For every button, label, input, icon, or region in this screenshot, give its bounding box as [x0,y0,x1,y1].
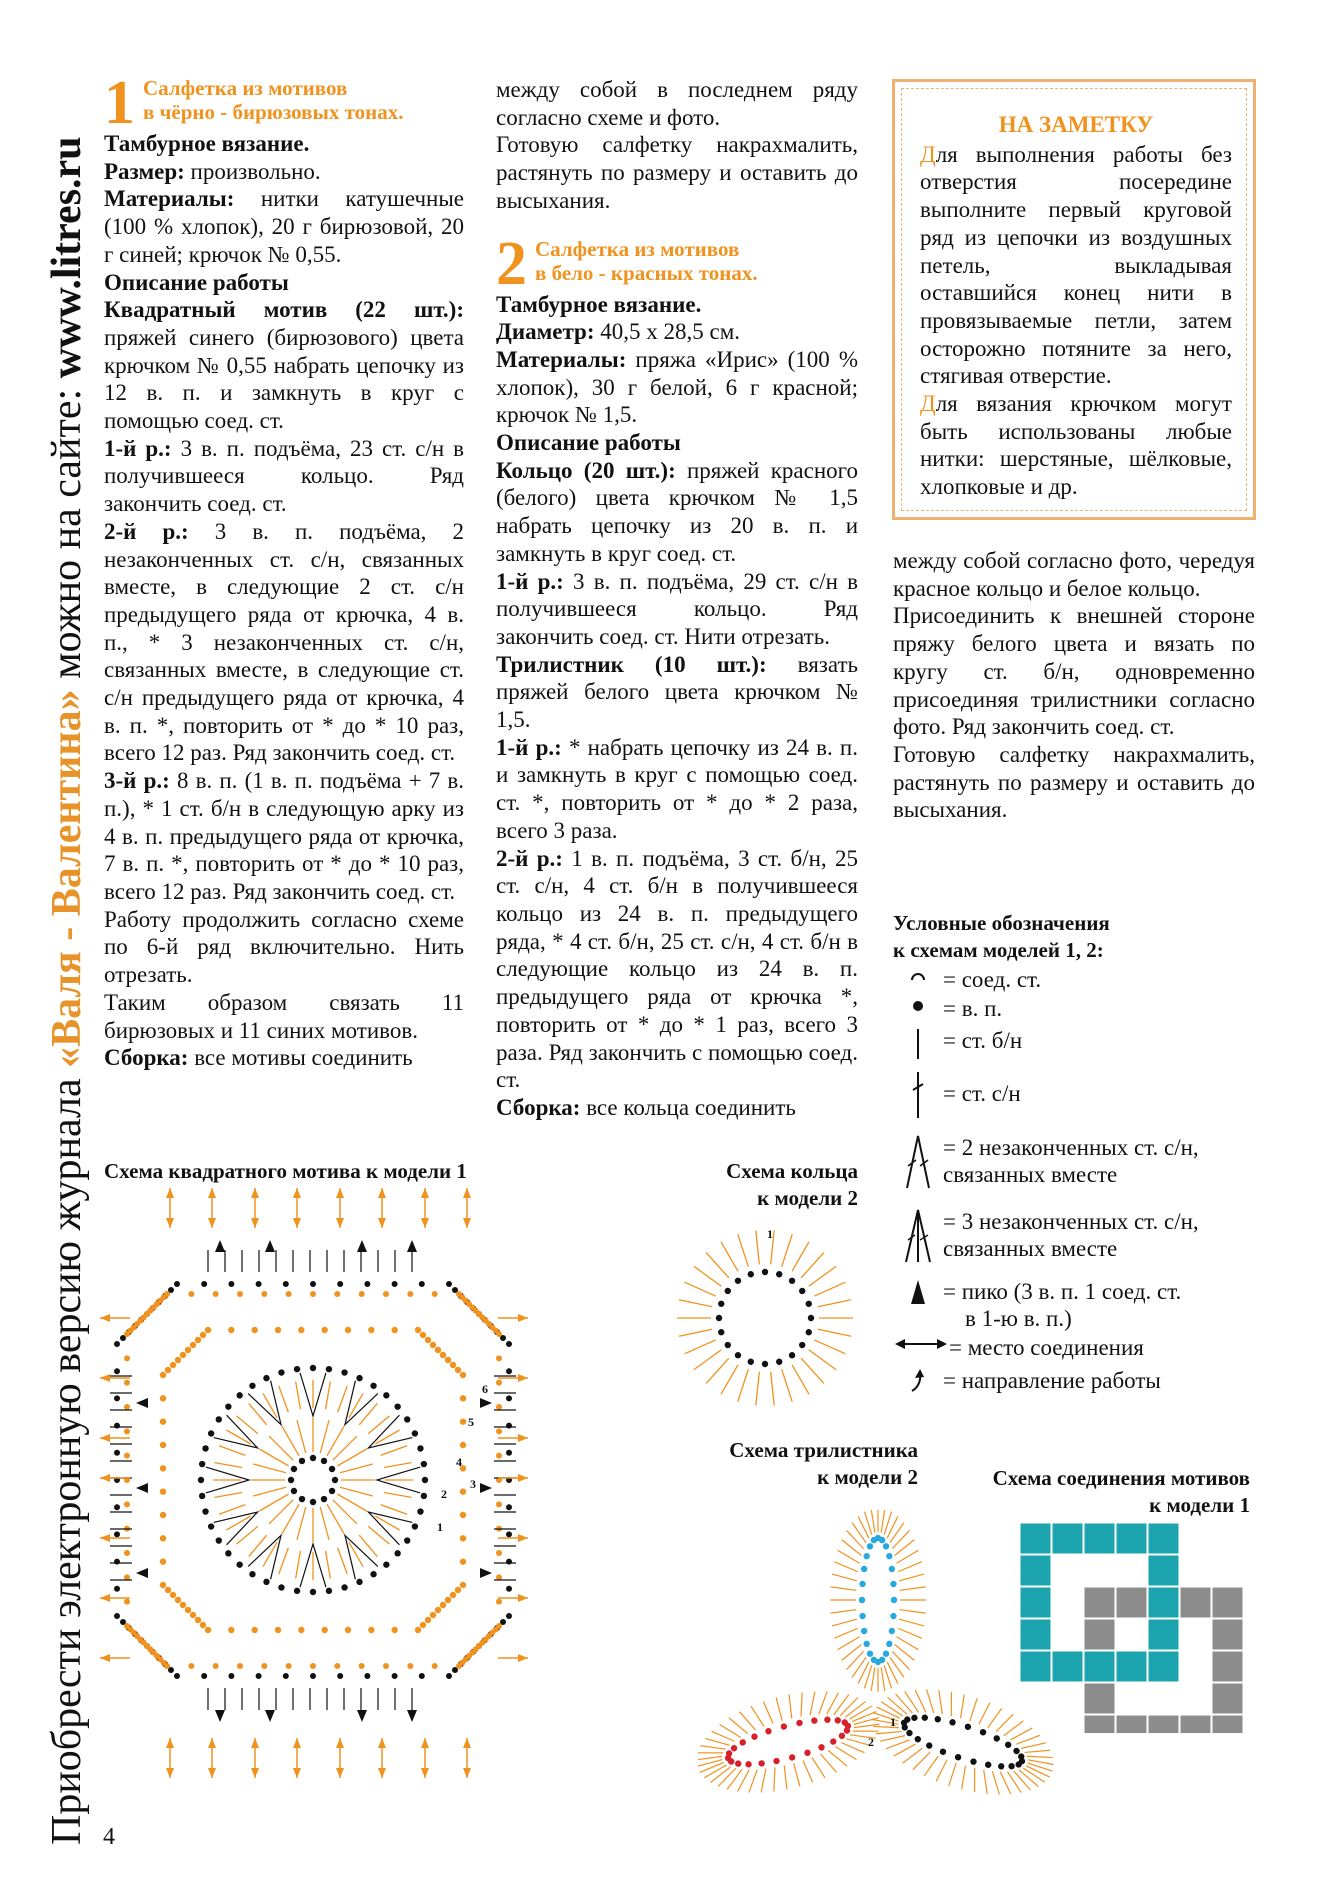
caption-ring-2: к модели 2 [757,1186,858,1210]
model2-tref-label: Трилистник (10 шт.): [496,651,767,677]
legend-item-9: = пико (3 в. п. 1 соед. ст. [943,1279,1182,1304]
model2-tref: вязать пряжей белого цвета крючком № 1,5. [496,651,859,733]
model2-diam-label: Диаметр: [496,319,595,345]
motif-outer-stitches [110,1250,516,1710]
motif-round-4 [160,1327,466,1633]
model1-motif-label: Квадратный мотив (22 шт.): [104,297,464,323]
row-number-1: 1 [437,1520,443,1534]
caption-square: Схема квадратного мотива к модели 1 [104,1159,467,1183]
model1-r1: 3 в. п. подъёма, 23 ст. с/н в получившееся кольцо. Ряд закончить соед. ст. [104,435,464,517]
note-dropcap-1: Д [920,141,936,167]
model2-ring-r1: 3 в. п. подъёма, 29 ст. с/н в получившееся кольцо. Ряд закончить соед. ст. Нити отрезать. [496,568,858,649]
model2-tref-r2-label: 2-й р.: [496,845,563,871]
row-number-6: 6 [482,1382,488,1396]
model1-r1-label: 1-й р.: [104,435,172,461]
slip-stitch-icon [893,966,943,986]
motif-round-6 [124,1291,502,1669]
page-number: 4 [103,1824,115,1850]
legend-item-7: = 3 незаконченных ст. с/н, [943,1209,1199,1234]
direction-arrow-icon [893,1367,943,1395]
legend-item-4: = ст. с/н [943,1081,1021,1106]
model2-heading [496,229,858,298]
row-number-2: 2 [441,1487,447,1501]
trefoil-petal-top [830,1510,926,1692]
motif-round-1 [251,1418,375,1542]
legend-title-2: к схемам моделей 1, 2: [893,938,1104,962]
column-3 [893,547,1255,824]
model2-tref-r1: * набрать цепочку из 24 в. п. и замкнуть в круг с помощью соед. ст. *, повторить от * до * 2 раза, всего 3 раза. [496,734,858,843]
model2-ring: пряжей красного (белого) цвета крючком № 1,5 набрать цепочку из 20 в. п. и замкнуть в круг соед. ст. [496,457,858,566]
row-number-3: 3 [470,1477,476,1491]
motif-center-ring [288,1455,338,1505]
chain-stitch-icon [893,995,943,1015]
model1-motif: пряжей синего (бирюзового) цвета крючком № 0,55 набрать цепочку из 12 в. п. и замкнуть в круг с помощью соед. ст. [104,324,464,434]
model2-tref-r2: 1 в. п. подъёма, 3 ст. б/н, 25 ст. с/н, 4 ст. б/н в получившееся кольцо из 24 в. п. предыдущего ряда, * 4 ст. б/н, 25 ст. с/н, 4 ст. б/н в следующие кольцо из 24 в. п. предыдущего ряда от крючка *, повторить от * до * 1 раз, всего 3 раза. Ряд закончить с помощью соед. ст. [496,845,858,1093]
model1-materials: нитки катушечные (100 % хлопок), 20 г бирюзовой, 20 г синей; крючок № 0,55. [104,186,464,267]
model1-title-1: Салфетка из мотивов [143,76,348,100]
column-2 [496,76,858,1122]
dc2tog-icon [893,1134,943,1190]
model1-count: Таким образом связать 11 бирюзовых и 11 синих мотивов. [104,989,464,1043]
column-1 [104,69,464,1072]
double-crochet-icon [893,1070,943,1120]
model2-assembly-cont: между собой согласно фото, чередуя красное кольцо и белое кольцо. [893,548,1255,601]
model1-assembly-label: Сборка: [104,1045,189,1071]
legend [893,910,1293,1484]
caption-trefoil-1: Схема трилистника [729,1438,918,1462]
sidebar-magazine: «Валя - Валентина» [44,689,90,1068]
legend-item-10: в 1-ю в. п.) [965,1306,1072,1331]
ring-chain [716,1269,814,1367]
model1-number: 1 [104,69,135,137]
model2-desc-label: Описание работы [496,430,681,456]
caption-trefoil [640,1437,918,1491]
caption-ring [620,1158,858,1212]
caption-ring-1: Схема кольца [726,1159,858,1183]
model2-attach: Присоединить к внешней стороне пряжу белого цвета и вязать по кругу ст. б/н, одновременно присоединяя трилистники согласно фото. Ряд закончить соед. ст. [893,603,1255,740]
model1-size: произвольно. [184,158,321,184]
legend-item-1: = соед. ст. [943,967,1042,992]
model2-diam: 40,5 х 28,5 см. [594,319,740,345]
sidebar-text-2: можно на сайте: [44,378,90,690]
model2-title-1: Салфетка из мотивов [535,236,740,261]
note-p2: ля вязания крючком могут быть использованы любые нитки: шерстяные, шёлковые, хлопковые и др. [920,391,1232,500]
caption-join-1: Схема соединения мотивов [992,1466,1250,1490]
ring-diagram [675,1218,855,1408]
model1-assembly: все мотивы соединить [188,1045,413,1071]
trefoil-diagram [698,1510,1068,1810]
model2-assembly-label: Сборка: [496,1094,581,1120]
square-motif-diagram [100,1188,530,1788]
model2-finish: Готовую салфетку накрахмалить, растянуть по размеру и оставить до высыхания. [893,741,1255,823]
model2-ring-label: Кольцо (20 шт.): [496,457,676,483]
model2-number: 2 [496,229,527,298]
model1-r3: 8 в. п. (1 в. п. подъёма + 7 в. п.), * 1 ст. б/н в следующую арку из 4 в. п. предыдущего ряда от крючка, 7 в. п. *, повторить от * до * 10 раз, всего 12 раз. Ряд закончить соед. ст. [104,768,464,904]
legend-item-12: = направление работы [943,1368,1161,1393]
motif-round-5 [114,1281,512,1679]
picot-icon [893,1278,943,1306]
model2-ring-r1-label: 1-й р.: [496,568,564,594]
caption-trefoil-2: к модели 2 [817,1465,918,1489]
vertical-sidebar-text [38,65,96,1845]
single-crochet-icon [893,1027,943,1061]
legend-item-2: = в. п. [943,996,1003,1021]
model1-title-2: в чёрно - бирюзовых тонах. [143,100,404,124]
row-number-4: 4 [456,1455,462,1469]
model2-materials-label: Материалы: [496,346,627,372]
note-box [892,79,1256,520]
caption-join-2: к модели 1 [1149,1493,1250,1517]
motif-join-arrows [100,1188,528,1778]
model1-cont: Работу продолжить согласно схеме по 6-й ряд включительно. Нить отрезать. [104,906,464,988]
note-title: НА ЗАМЕТКУ [998,112,1154,137]
legend-title-1: Условные обозначения [893,911,1110,935]
model2-assembly: все кольца соединить [580,1094,796,1120]
legend-item-6: связанных вместе [943,1162,1118,1187]
model1-assembly-cont: между собой в последнем ряду согласно схеме и фото. [496,77,858,130]
legend-item-3: = ст. б/н [943,1028,1023,1053]
dc3tog-icon [893,1208,943,1264]
trefoil-row-1: 1 [890,1715,896,1729]
model2-tref-r1-label: 1-й р.: [496,734,562,760]
join-arrow-icon [893,1334,949,1354]
trefoil-row-2: 2 [868,1735,874,1749]
model2-technique: Тамбурное вязание. [496,291,702,317]
model1-finish: Готовую салфетку накрахмалить, растянуть по размеру и оставить до высыхания. [496,132,858,213]
model1-technique: Тамбурное вязание. [104,131,310,156]
model1-r2-label: 2-й р.: [104,518,189,544]
trefoil-petal-left [698,1673,891,1810]
legend-item-11: = место соединения [949,1335,1144,1360]
legend-item-5: = 2 незаконченных ст. с/н, [943,1135,1199,1160]
motif-round-2-ticks [213,1380,413,1580]
ring-row-number: 1 [767,1227,773,1241]
model1-size-label: Размер: [104,158,185,184]
row-number-5: 5 [468,1415,474,1429]
model1-r2: 3 в. п. подъёма, 2 незаконченных ст. с/н, связанных вместе, в следующие 2 ст. с/н предыдущего ряда от крючка, 4 в. п., * 3 незаконченных ст. с/н, связанных вместе, в следующие ст. с/н предыдущего ряда от крючка, 4 в. п. *, повторить от * до * 10 раз, всего 12 раз. Ряд закончить соед. ст. [104,518,464,766]
model1-desc-label: Описание работы [104,269,289,295]
sidebar-text-1: Приобрести электронную версию журнала [44,1067,90,1845]
model1-heading [104,69,464,137]
sidebar-url[interactable]: www.litres.ru [44,136,90,379]
model2-materials: пряжа «Ирис» (100 % хлопок), 30 г белой, 6 г красной; крючок № 1,5. [496,346,858,428]
note-dropcap-2: Д [920,391,936,417]
join-scheme-diagram [1020,1523,1250,1733]
model2-title-2: в бело - красных тонах. [535,260,758,285]
legend-item-8: связанных вместе [943,1236,1118,1261]
model1-materials-label: Материалы: [104,186,235,212]
note-p1: ля выполнения работы без отверстия посередине выполните первый круговой ряд из цепочки из воздушных петель, выкладывая оставшийся конец нити в провязываемые петли, затем осторожно потяните за него, стягивая отверстие. [920,141,1232,389]
motif-picots [136,1240,492,1722]
ring-stitches [677,1230,853,1405]
model1-r3-label: 3-й р.: [104,768,170,794]
